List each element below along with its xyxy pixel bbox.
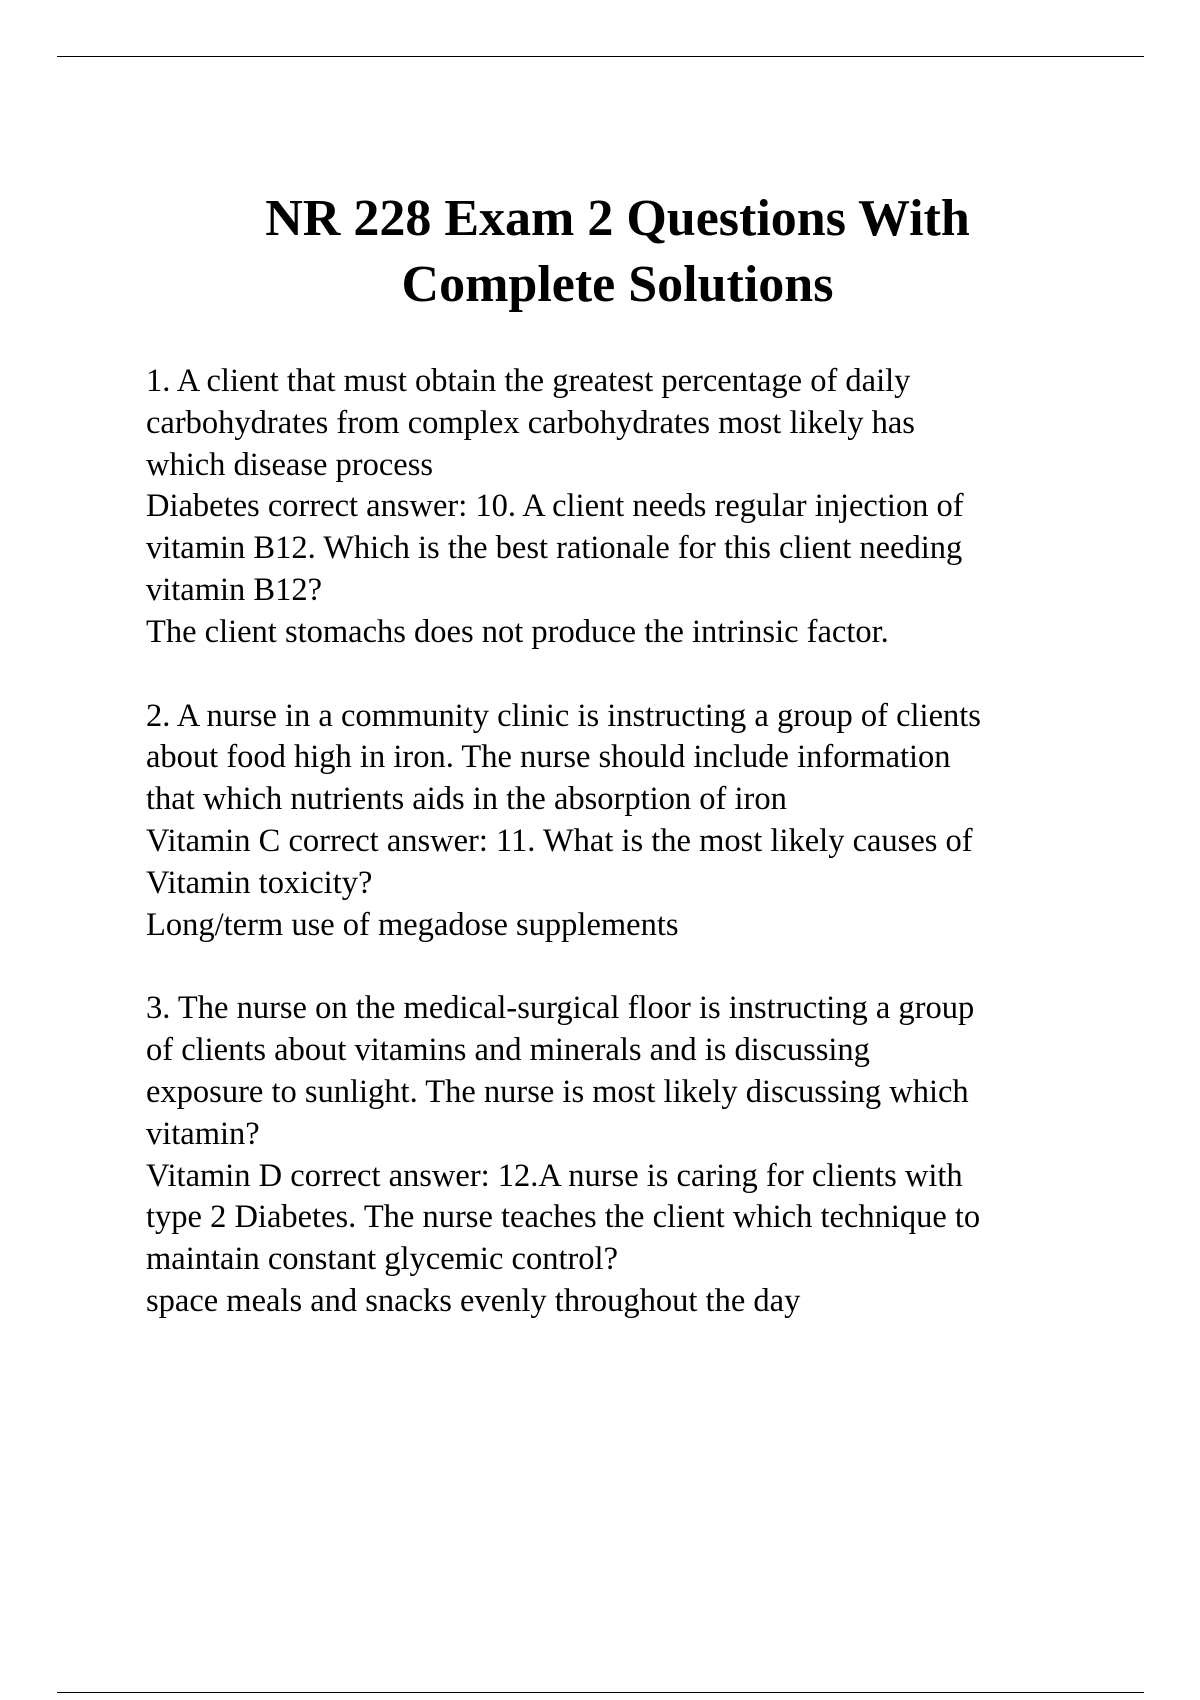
top-rule (57, 56, 1144, 57)
text-line: Diabetes correct answer: 10. A client needs regular injection of (146, 488, 964, 525)
text-line: vitamin B12. Which is the best rationale for this client needing (146, 530, 963, 567)
text-line: carbohydrates from complex carbohydrates most likely has (146, 404, 915, 441)
text-line: Long/term use of megadose supplements (146, 906, 679, 943)
text-line: maintain constant glycemic control? (146, 1241, 618, 1278)
document-body (146, 361, 1146, 1365)
text-line: of clients about vitamins and minerals and is discussing (146, 1032, 870, 1069)
text-line: exposure to sunlight. The nurse is most likely discussing which (146, 1073, 969, 1110)
document-title (0, 186, 1200, 318)
text-line: The client stomachs does not produce the intrinsic factor. (146, 613, 889, 650)
text-line: about food high in iron. The nurse should include information (146, 739, 951, 776)
qa-block-3 (146, 988, 1146, 1322)
text-line: 3. The nurse on the medical-surgical floor is instructing a group (146, 990, 975, 1027)
text-line: space meals and snacks evenly throughout the day (146, 1282, 801, 1319)
title-line-1: NR 228 Exam 2 Questions With (265, 190, 970, 247)
text-line: 2. A nurse in a community clinic is instructing a group of clients (146, 697, 981, 734)
qa-block-1 (146, 361, 1146, 654)
text-line: vitamin? (146, 1115, 260, 1152)
text-line: Vitamin toxicity? (146, 864, 373, 901)
text-line: Vitamin C correct answer: 11. What is the most likely causes of (146, 822, 973, 859)
text-line: 1. A client that must obtain the greatest percentage of daily (146, 363, 911, 399)
text-line: type 2 Diabetes. The nurse teaches the client which technique to (146, 1199, 981, 1236)
title-line-2: Complete Solutions (401, 256, 834, 313)
text-line: Vitamin D correct answer: 12.A nurse is caring for clients with (146, 1157, 963, 1194)
text-line: vitamin B12? (146, 571, 323, 608)
text-line: that which nutrients aids in the absorption of iron (146, 781, 787, 818)
qa-block-2 (146, 696, 1146, 947)
bottom-rule (57, 1692, 1144, 1693)
text-line: which disease process (146, 446, 433, 483)
